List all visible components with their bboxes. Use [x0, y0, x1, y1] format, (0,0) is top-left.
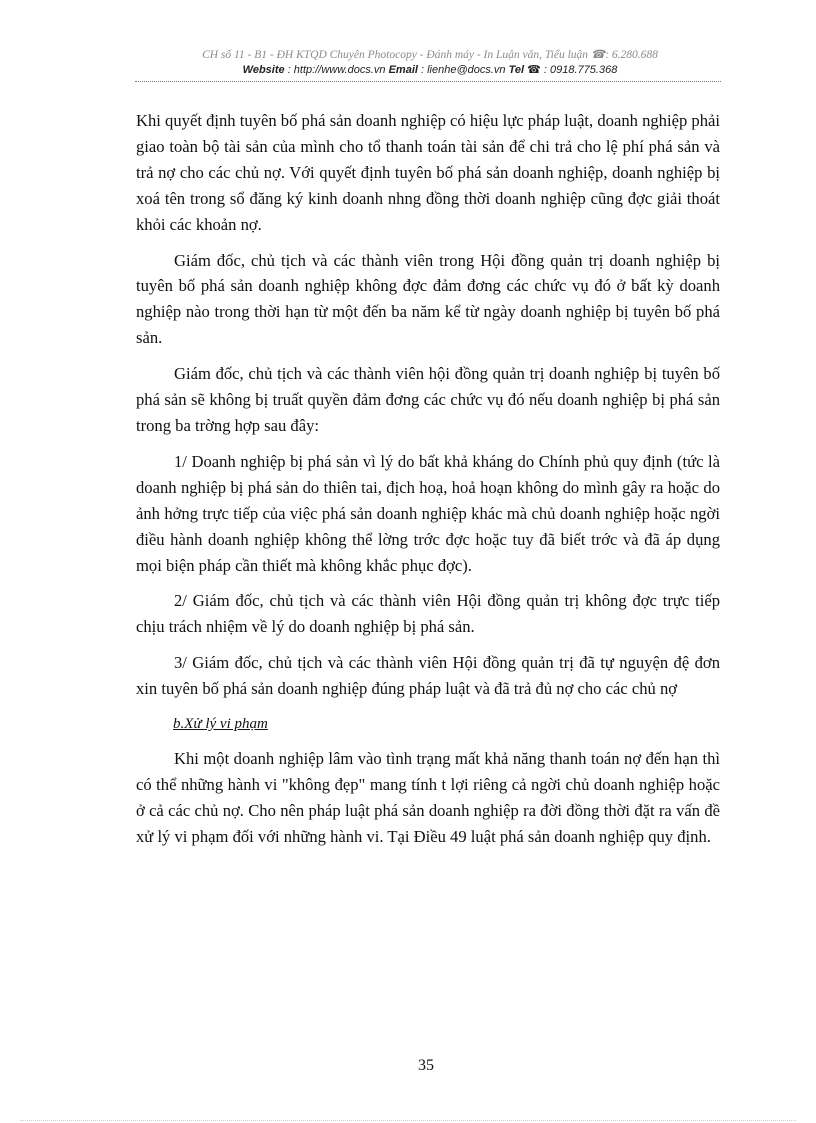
footer-divider [20, 1120, 796, 1121]
paragraph-management-restriction: Giám đốc, chủ tịch và các thành viên trong Hội đồng quản trị doanh nghiệp bị tuyên bố phá sản doanh nghiệp không đợc đảm đơng các chức vụ đó ở bất kỳ doanh nghiệp nào trong thời hạn từ một đến ba năm kể từ ngày doanh nghiệp bị tuyên bố phá sản. [136, 250, 720, 348]
document-body [136, 108, 720, 860]
paragraph-exception-3: 3/ Giám đốc, chủ tịch và các thành viên Hội đồng quản trị đã tự nguyện đệ đơn xin tuyên bố phá sản doanh nghiệp đúng pháp luật và đã trả đủ nợ cho các chủ nợ [136, 653, 720, 699]
paragraph-exception-2: 2/ Giám đốc, chủ tịch và các thành viên Hội đồng quản trị không đợc trực tiếp chịu trách nhiệm về lý do doanh nghiệp bị phá sản. [136, 591, 720, 637]
paragraph-bankruptcy-effect: Khi quyết định tuyên bố phá sản doanh nghiệp có hiệu lực pháp luật, doanh nghiệp phải giao toàn bộ tài sản của mình cho tổ thanh toán tài sản để chi trả cho lệ phí phá sản và trả nợ cho các chủ nợ. Với quyết định tuyên bố phá sản doanh nghiệp, doanh nghiệp bị xoá tên trong sổ đăng ký kinh doanh nhng đồng thời doanh nghiệp cũng đợc giải thoát khỏi các khoản nợ. [136, 111, 720, 234]
paragraph-exception-1: 1/ Doanh nghiệp bị phá sản vì lý do bất khả kháng do Chính phủ quy định (tức là doanh nghiệp bị phá sản do thiên tai, địch hoạ, hoả hoạn không do mình gây ra hoặc do ảnh hởng trực tiếp của việc phá sản doanh nghiệp khác mà chủ doanh nghiệp hoặc ngời điều hành doanh nghiệp không thể lờng trớc đợc hoặc tuy đã biết trớc và đã áp dụng mọi biện pháp cần thiết mà không khắc phục đợc). [136, 451, 720, 575]
header-divider [135, 81, 721, 82]
header-contact-line [140, 63, 720, 78]
header-shop-info: CH số 11 - B1 - ĐH KTQD Chuyên Photocopy - Đánh máy - In Luận văn, Tiểu luận ☎: 6.280.688 [202, 49, 658, 61]
page-number: 35 [418, 1057, 434, 1074]
tel-value: ☎ : 0918.775.368 [524, 64, 618, 76]
website-label: Website [242, 64, 285, 76]
website-value: : http://www.docs.vn [284, 64, 389, 76]
paragraph-exceptions-intro: Giám đốc, chủ tịch và các thành viên hội đồng quản trị doanh nghiệp bị tuyên bố phá sản sẽ không bị truất quyền đảm đơng các chức vụ đó nếu doanh nghiệp bị phá sản trong ba trờng hợp sau đây: [136, 364, 720, 435]
email-value: : lienhe@docs.vn [417, 64, 509, 76]
tel-label: Tel [508, 64, 525, 76]
email-label: Email [388, 64, 418, 76]
page-header [140, 48, 720, 78]
section-heading: b.Xử lý vi phạm [173, 716, 268, 733]
paragraph-violation-handling: Khi một doanh nghiệp lâm vào tình trạng mất khả năng thanh toán nợ đến hạn thì có thể những hành vi "không đẹp" mang tính t lợi riêng cả ngời chủ doanh nghiệp hoặc ở cả các chủ nợ. Cho nên pháp luật phá sản doanh nghiệp ra đời đồng thời đặt ra vấn đề xử lý vi phạm đối với những hành vi. Tại Điều 49 luật phá sản doanh nghiệp quy định. [136, 748, 720, 846]
